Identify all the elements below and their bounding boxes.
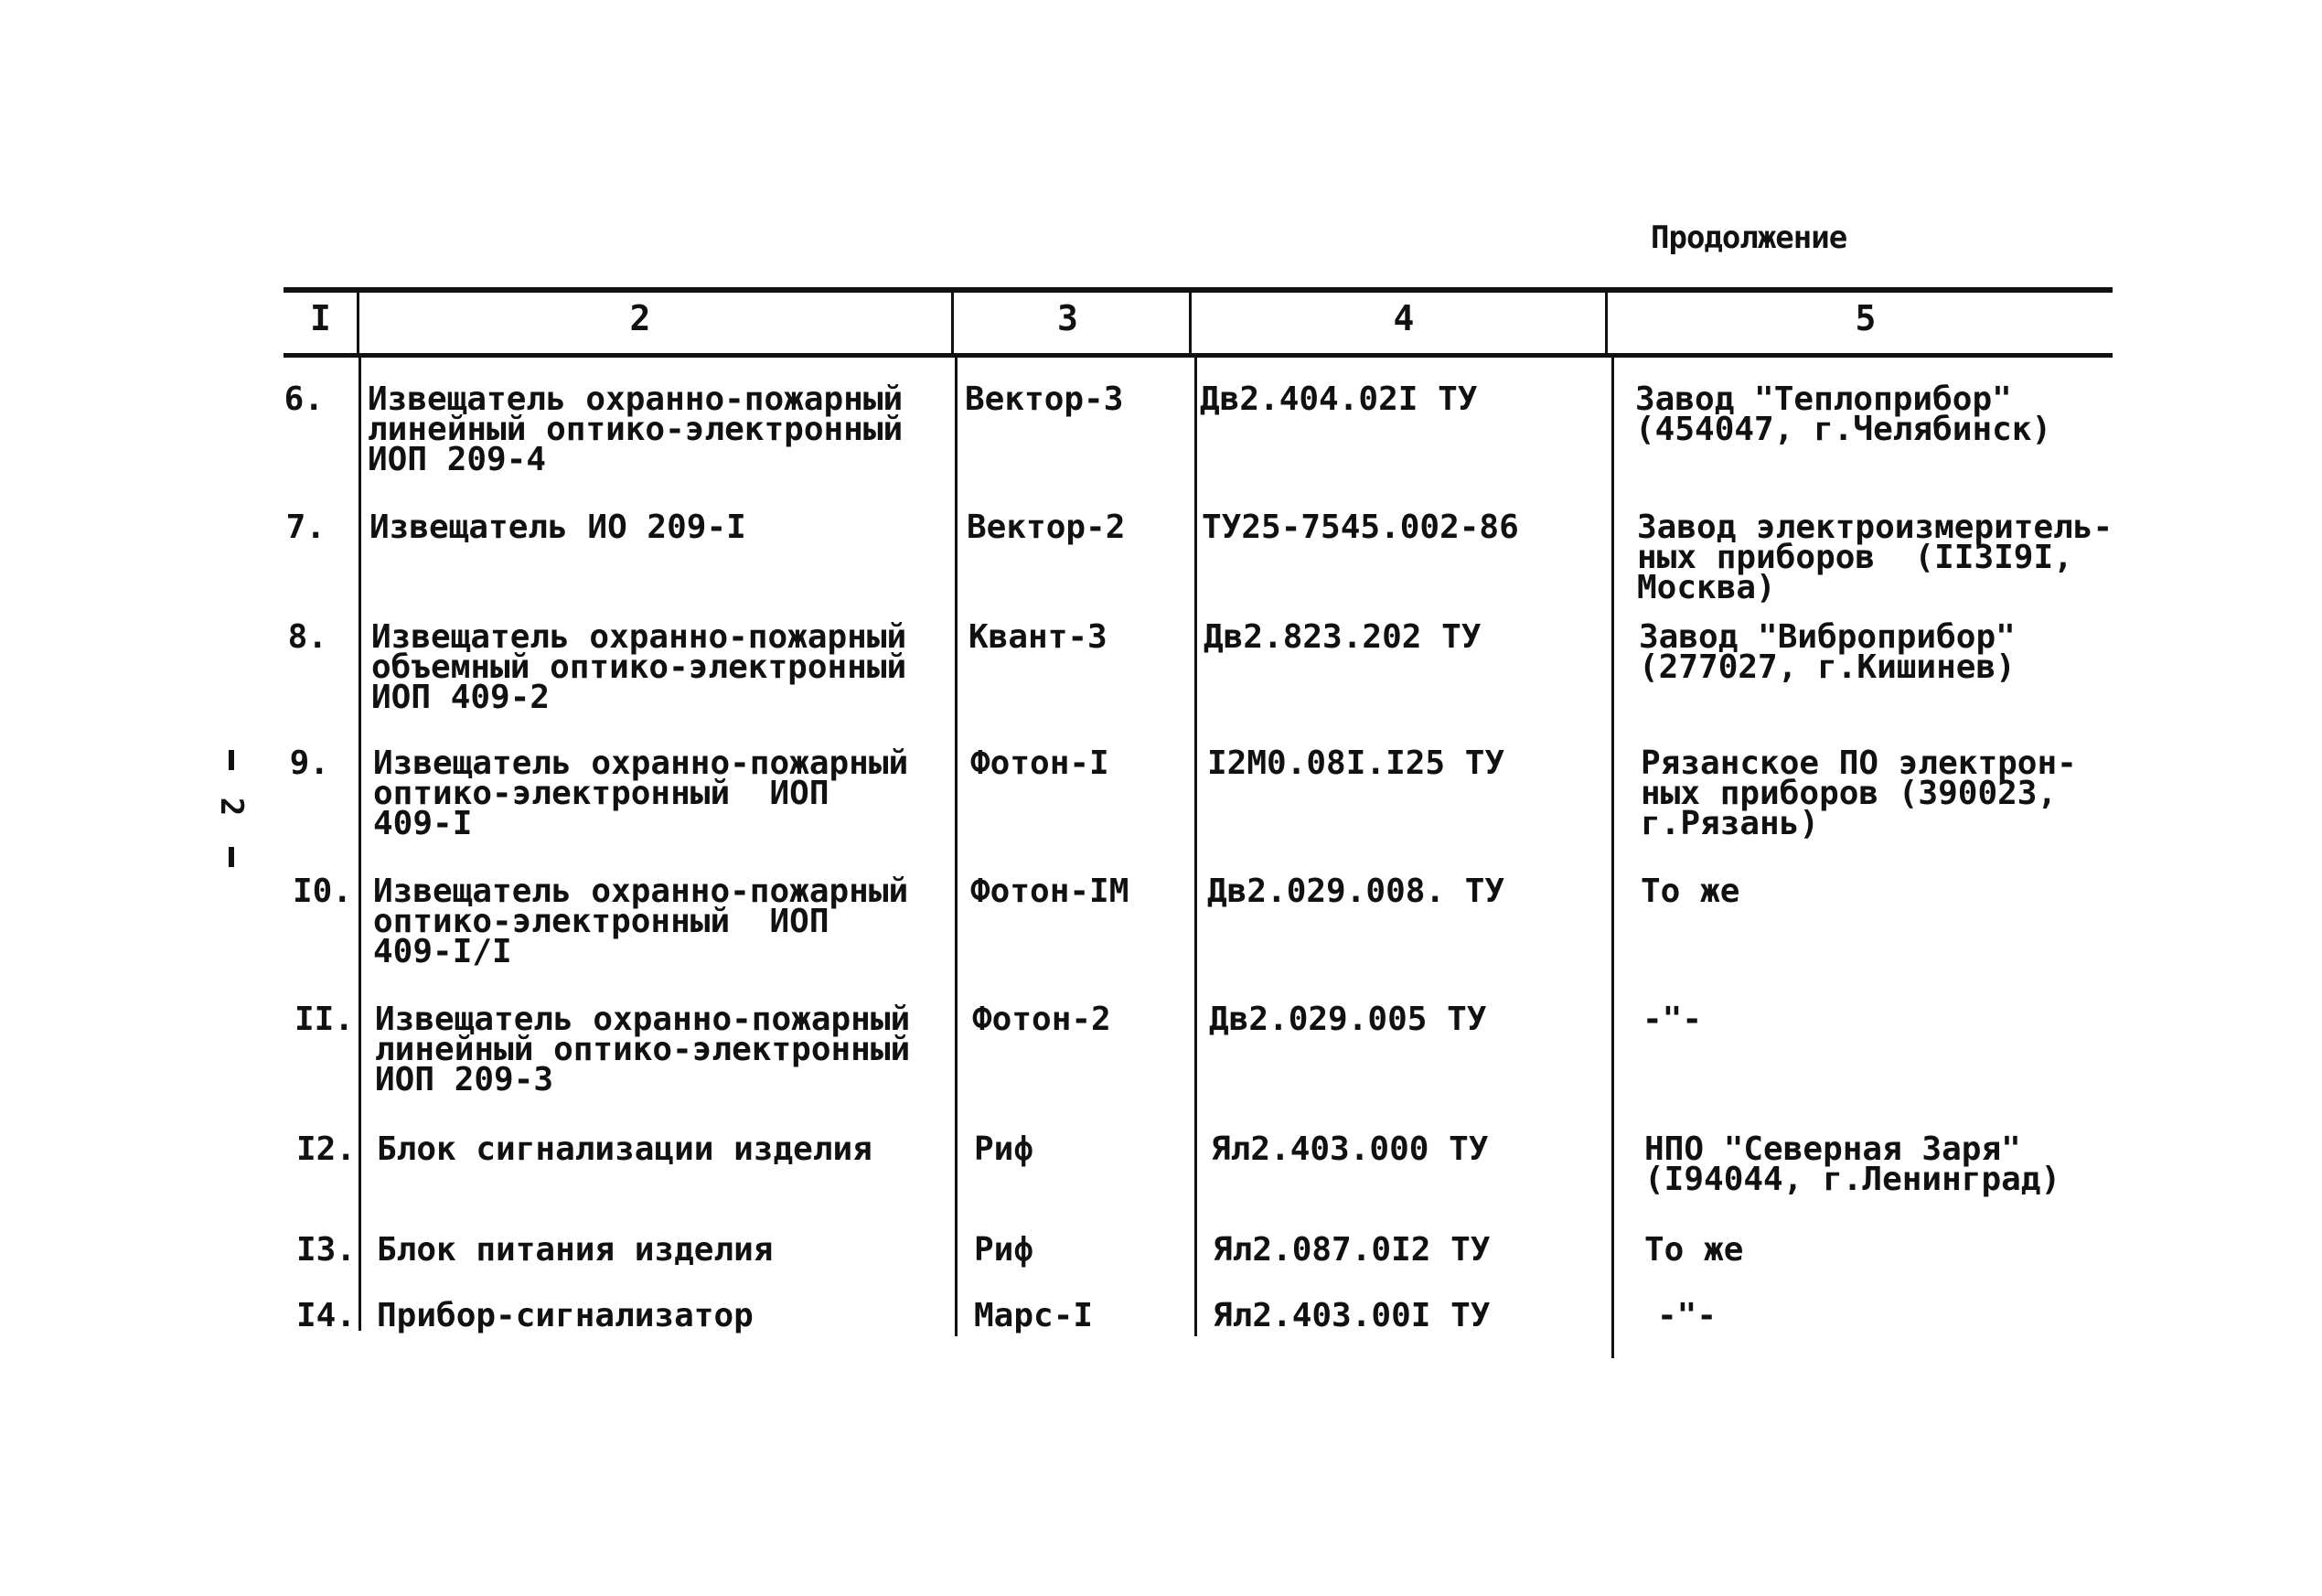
row-code: Фотон-IМ <box>970 873 1129 910</box>
row-number: I0. <box>293 873 353 910</box>
row-code: Фотон-I <box>970 744 1109 782</box>
row-number: I2. <box>296 1130 357 1168</box>
page-number-marker <box>213 750 252 869</box>
page-number: 2 <box>213 797 250 817</box>
row-spec: I2М0.08I.I25 ТУ <box>1207 744 1505 782</box>
row-code: Квант-3 <box>968 618 1107 656</box>
row-number: 8. <box>287 618 327 656</box>
column-separator-1 <box>358 358 361 1331</box>
row-maker: То же <box>1641 873 1740 910</box>
row-maker: Завод "Виброприбор" (277027, г.Кишинев) <box>1639 618 2016 686</box>
row-maker: НПО "Северная Заря" (I94044, г.Ленинград) <box>1644 1130 2061 1198</box>
row-name: Блок питания изделия <box>377 1231 774 1269</box>
row-number: I3. <box>296 1231 357 1269</box>
row-code: Риф <box>974 1231 1034 1269</box>
row-number: 6. <box>284 380 324 418</box>
row-spec: Ял2.087.0I2 ТУ <box>1213 1231 1491 1269</box>
header-separator-1 <box>357 289 359 358</box>
row-code: Фотон-2 <box>972 1001 1111 1038</box>
column-separator-4 <box>1611 358 1614 1358</box>
row-name: Извещатель охранно-пожарный линейный оптико-электронный ИОП 209-4 <box>368 380 904 478</box>
continuation-label: Продолжение <box>1651 220 1847 256</box>
row-spec: ТУ25-7545.002-86 <box>1202 509 1519 546</box>
column-header-1: I <box>310 298 331 338</box>
row-code: Марс-I <box>974 1297 1094 1334</box>
column-header-4: 4 <box>1393 298 1415 338</box>
row-maker: Завод "Теплоприбор" (454047, г.Челябинск) <box>1635 380 2052 448</box>
row-spec: Дв2.029.008. ТУ <box>1207 873 1505 910</box>
row-name: Извещатель охранно-пожарный линейный оптико-электронный ИОП 209-3 <box>375 1001 911 1098</box>
row-spec: Ял2.403.00I ТУ <box>1213 1297 1491 1334</box>
row-number: II. <box>294 1001 355 1038</box>
row-spec: Дв2.029.005 ТУ <box>1209 1001 1487 1038</box>
column-header-5: 5 <box>1855 298 1877 338</box>
column-header-2: 2 <box>629 298 651 338</box>
row-spec: Дв2.823.202 ТУ <box>1204 618 1482 656</box>
header-separator-3 <box>1189 289 1192 358</box>
row-maker: -"- <box>1643 1001 1703 1038</box>
page-number-dash-bottom <box>229 847 234 867</box>
row-number: 9. <box>289 744 329 782</box>
row-maker: Рязанское ПО электрон- ных приборов (390023, г.Рязань) <box>1641 744 2077 842</box>
column-header-3: 3 <box>1057 298 1078 338</box>
column-separator-2 <box>955 358 958 1336</box>
row-maker: То же <box>1644 1231 1744 1269</box>
row-code: Вектор-3 <box>965 380 1124 418</box>
row-name: Извещатель охранно-пожарный оптико-электронный ИОП 409-I/I <box>373 873 909 970</box>
header-separator-4 <box>1605 289 1608 358</box>
row-number: I4. <box>296 1297 357 1334</box>
row-maker: -"- <box>1657 1297 1717 1334</box>
row-name: Прибор-сигнализатор <box>377 1297 754 1334</box>
row-spec: Ял2.403.000 ТУ <box>1211 1130 1489 1168</box>
row-name: Извещатель охранно-пожарный объемный оптико-электронный ИОП 409-2 <box>371 618 907 716</box>
row-spec: Дв2.404.02I ТУ <box>1200 380 1478 418</box>
table-header-rule <box>284 353 2113 358</box>
header-separator-2 <box>951 289 954 358</box>
row-code: Вектор-2 <box>967 509 1126 546</box>
column-separator-3 <box>1194 358 1197 1336</box>
table-header-row <box>284 293 2113 353</box>
row-name: Блок сигнализации изделия <box>377 1130 872 1168</box>
row-name: Извещатель ИО 209-I <box>369 509 746 546</box>
row-number: 7. <box>285 509 326 546</box>
row-name: Извещатель охранно-пожарный оптико-электронный ИОП 409-I <box>373 744 909 842</box>
page-number-dash-top <box>229 750 234 770</box>
row-maker: Завод электроизмеритель- ных приборов (II3I9I, Москва) <box>1637 509 2113 606</box>
row-code: Риф <box>974 1130 1034 1168</box>
